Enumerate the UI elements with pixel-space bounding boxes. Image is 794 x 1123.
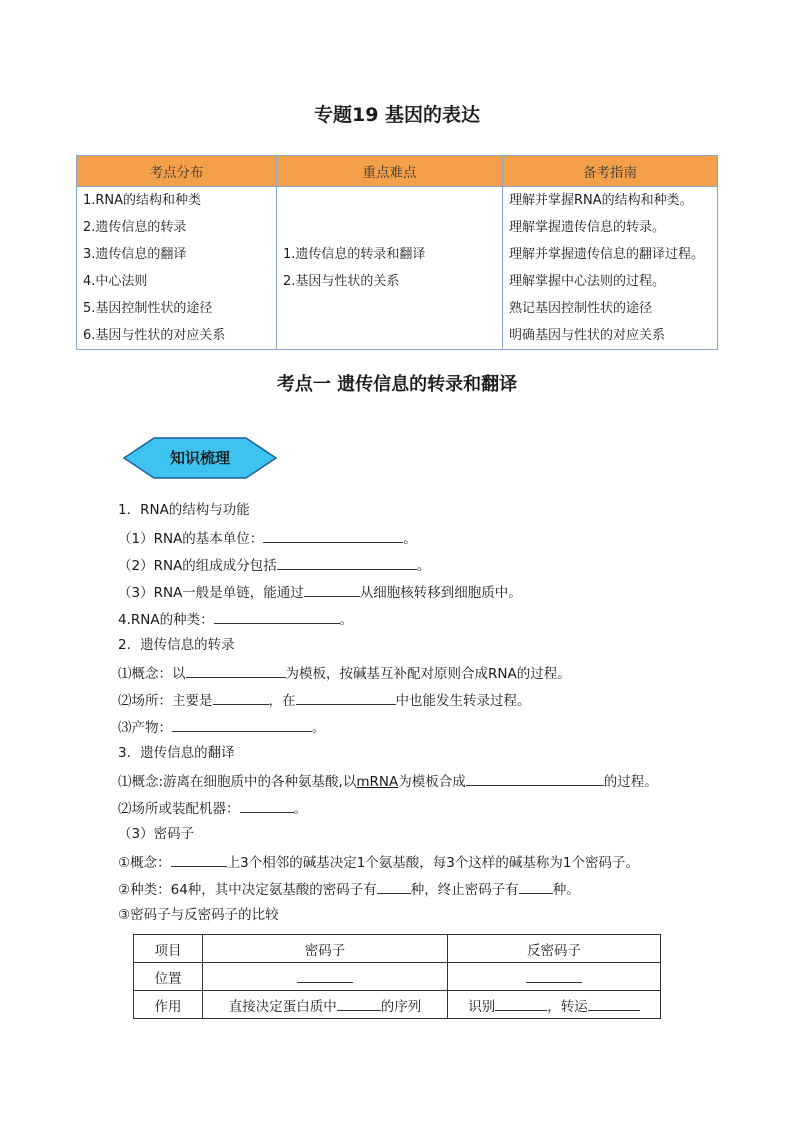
list-item: 2.基因与性状的关系: [283, 274, 400, 289]
answer-blank[interactable]: [296, 689, 396, 705]
q-translation-concept: ⑴概念:游离在细胞质中的各种氨基酸,以mRNA为模板合成 的过程。: [118, 770, 658, 792]
list-item: 6.基因与性状的对应关系: [83, 328, 226, 343]
answer-blank[interactable]: [588, 995, 640, 1011]
heading-rna: 1．RNA的结构与功能: [118, 502, 250, 518]
q-rna-unit: （1）RNA的基本单位： 。: [118, 527, 417, 549]
q-rna-types: 4.RNA的种类： 。: [118, 608, 353, 630]
answer-blank[interactable]: [297, 967, 353, 983]
list-item: 3.遗传信息的翻译: [83, 247, 187, 262]
answer-blank[interactable]: [377, 878, 411, 894]
list-item: 1.RNA的结构和种类: [83, 193, 202, 208]
q-transcription-site: ⑵场所：主要是 ，在 中也能发生转录过程。: [118, 689, 531, 711]
table-header: 项目: [134, 935, 203, 963]
answer-blank[interactable]: [337, 995, 381, 1011]
list-item: 1.遗传信息的转录和翻译: [283, 247, 426, 262]
answer-blank[interactable]: [172, 716, 312, 732]
list-item: 明确基因与性状的对应关系: [509, 328, 666, 343]
answer-blank[interactable]: [526, 967, 582, 983]
heading-translation: 3．遗传信息的翻译: [118, 745, 235, 761]
answer-blank[interactable]: [186, 662, 286, 678]
heading-transcription: 2．遗传信息的转录: [118, 637, 235, 653]
table-header: 密码子: [203, 935, 448, 963]
q-transcription-concept: ⑴概念：以 为模板，按碱基互补配对原则合成RNA的过程。: [118, 662, 571, 684]
codon-compare-table: [133, 934, 661, 1019]
section-title: 考点一 遗传信息的转录和翻译: [276, 374, 518, 395]
answer-blank[interactable]: [213, 689, 269, 705]
badge-label: 知识梳理: [169, 449, 230, 467]
answer-blank[interactable]: [263, 527, 403, 543]
list-item: 2.遗传信息的转录: [83, 220, 187, 235]
table-header: 反密码子: [448, 935, 661, 963]
list-item: 熟记基因控制性状的途径: [509, 301, 653, 316]
table-cell: 直接决定蛋白质中 的序列: [203, 991, 448, 1019]
page-title: 专题19 基因的表达: [313, 104, 481, 126]
header-beikao: 备考指南: [503, 156, 718, 187]
answer-blank[interactable]: [519, 878, 553, 894]
row-label: 作用: [134, 991, 203, 1019]
q-translation-site: ⑵场所或装配机器： 。: [118, 797, 307, 819]
list-item: 理解并掌握遗传信息的翻译过程。: [509, 247, 705, 262]
knowledge-badge: [122, 436, 278, 480]
answer-blank[interactable]: [277, 554, 417, 570]
q-rna-transfer: （3）RNA一般是单链，能通过 从细胞核转移到细胞质中。: [118, 581, 522, 603]
row-label: 位置: [134, 963, 203, 991]
header-kaodian: 考点分布: [77, 156, 277, 187]
list-item: 4.中心法则: [83, 274, 148, 289]
q-codon-types: ②种类：64种，其中决定氨基酸的密码子有 种，终止密码子有 种。: [118, 878, 580, 900]
q-transcription-product: ⑶产物： 。: [118, 716, 326, 738]
list-item: 5.基因控制性状的途径: [83, 301, 213, 316]
list-item: 理解并掌握RNA的结构和种类。: [509, 193, 693, 208]
list-item: 理解掌握遗传信息的转录。: [509, 220, 666, 235]
table-cell: [448, 963, 661, 991]
answer-blank[interactable]: [214, 608, 340, 624]
answer-blank[interactable]: [466, 770, 604, 786]
answer-blank[interactable]: [495, 995, 547, 1011]
table-cell: 识别 ，转运: [448, 991, 661, 1019]
answer-blank[interactable]: [171, 851, 227, 867]
overview-table: [76, 155, 718, 350]
q-rna-composition: （2）RNA的组成成分包括 。: [118, 554, 430, 576]
answer-blank[interactable]: [240, 797, 294, 813]
answer-blank[interactable]: [304, 581, 360, 597]
list-item: 理解掌握中心法则的过程。: [509, 274, 666, 289]
col-zhongdian: [277, 187, 503, 350]
table-cell: [203, 963, 448, 991]
header-zhongdian: 重点难点: [277, 156, 503, 187]
heading-codon-compare: ③密码子与反密码子的比较: [118, 907, 279, 923]
heading-codon: （3）密码子: [118, 826, 195, 842]
col-kaodian: [77, 187, 277, 350]
col-beikao: [503, 187, 718, 350]
q-codon-concept: ①概念： 上3个相邻的碱基决定1个氨基酸，每3个这样的碱基称为1个密码子。: [118, 851, 639, 873]
